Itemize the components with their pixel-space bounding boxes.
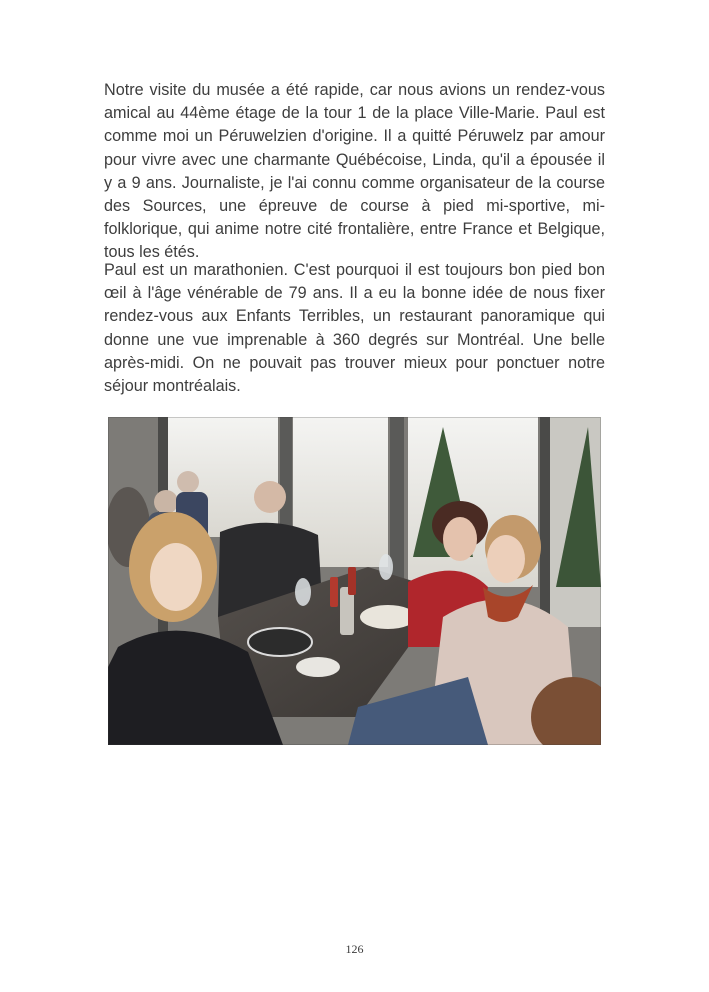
page-number: 126: [345, 942, 364, 956]
restaurant-group-photo: [108, 417, 601, 745]
paragraph-marathon-restaurant: Paul est un marathonien. C'est pourquoi il est toujours bon pied bon œil à l'âge vénérable de 79 ans. Il a eu la bonne idée de nous fixer rendez-vous aux Enfants Terribles, un restaurant panoramique qui donne une vue imprenable à 360 degrés sur Montréal. Une belle après-midi. On ne pouvait pas trouver mieux pour ponctuer notre séjour montréalais.: [104, 261, 605, 396]
paragraph-museum-visit: Notre visite du musée a été rapide, car nous avions un rendez-vous amical au 44ème étage de la tour 1 de la place Ville-Marie. Paul est comme moi un Péruwelzien d'origine. Il a quitté Péruwelz par amour pour vivre avec une charmante Québécoise, Linda, qu'il a épousée il y a 9 ans. Journaliste, je l'ai connu comme organisateur de la course des Sources, une épreuve de course à pied mi-sportive, mi-folklorique, qui anime notre cité frontalière, entre France et Belgique, tous les étés.: [104, 81, 605, 262]
